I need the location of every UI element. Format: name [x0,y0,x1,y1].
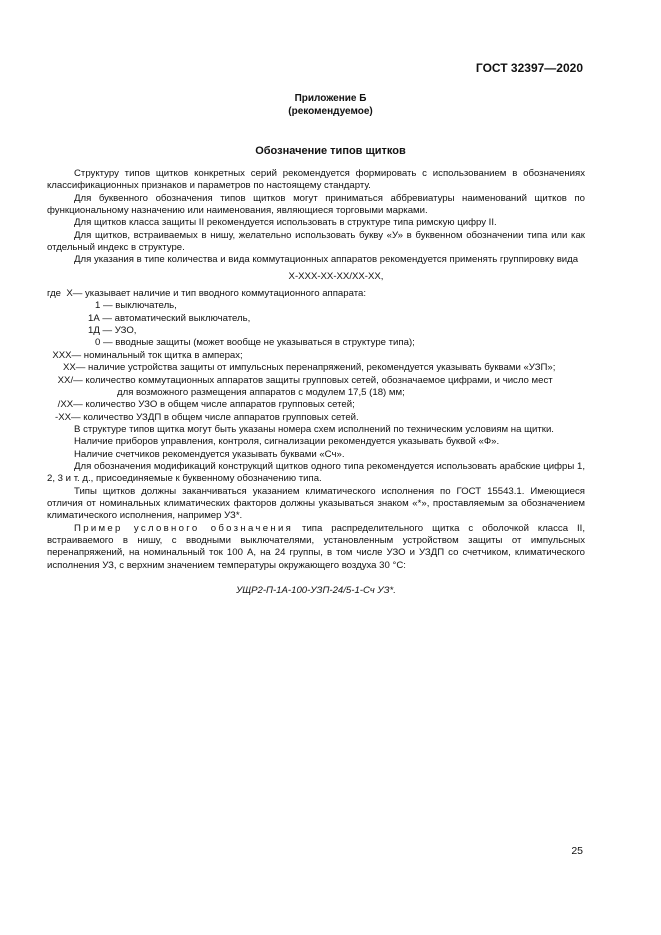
example-description: типа распределительного щитка с оболочкой класса II, встраиваемого в нишу, с вводными выключателями, установленным устройством защиты от импульсных перенапряжений, на номинальный ток 100 А, на 24 группы, в том числе УЗО и УЗДП со счетчиком, климатического исполнения УЗ, с верхним значением температуры окружающего воздуха 30 °С: [47,522,585,571]
example-paragraph [47,523,585,572]
legend-text: — номинальный ток щитка в амперах; [71,349,243,361]
paragraph: Для указания в типе количества и вида коммутационных аппаратов рекомендуется применять группировку вида [74,254,579,266]
legend-symbol: ХХХ [47,349,72,361]
paragraph: В структуре типов щитка могут быть указаны номера схем исполнений по техническим условиям на щитки. [74,423,554,435]
legend-text: — количество УЗО в общем числе аппаратов групповых сетей; [73,399,355,411]
legend-text: — количество УЗДП в общем числе аппаратов групповых сетей. [71,411,359,423]
paragraph: Для щитков, встраиваемых в нишу, желательно использовать букву «У» в буквенном обозначении типа или как отдельный индекс в структуре. [47,229,585,254]
legend-row [47,362,585,374]
legend-symbol: ХХ [47,362,76,374]
legend-row [47,412,585,424]
paragraph: Типы щитков должны заканчиваться указанием климатического исполнения по ГОСТ 15543.1. Имеющиеся отличия от номинальных климатических факторов должны указываться знаком «*», проставляемым за обозначением климатического исполнения, например УЗ*. [47,485,585,522]
document-body [47,168,585,597]
legend-subitem: 1 — выключатель, [95,300,177,312]
paragraph: Для щитков класса защиты II рекомендуется использовать в структуре типа римскую цифру II. [74,217,497,229]
example-lead: Пример условного обозначения [74,522,294,534]
legend-text: — наличие устройства защиты от импульсных перенапряжений, рекомендуется указывать буквами «УЗП»; [75,362,556,374]
legend-text: — количество коммутационных аппаратов защиты групповых сетей, обозначаемое цифрами, и число мест [73,374,553,386]
legend-row [47,399,585,411]
legend-symbol: ХХ/ [47,374,74,386]
paragraph: Для буквенного обозначения типов щитков могут приниматься аббревиатуры наименований щитков по функциональному назначению или наименования, являющиеся торговыми марками. [47,192,585,217]
legend-text: — указывает наличие и тип вводного коммутационного аппарата: [72,288,367,300]
section-title: Обозначение типов щитков [255,145,406,157]
legend-subitem: 0 — вводные защиты (может вообще не указываться в структуре типа); [95,337,415,349]
paragraph: Для обозначения модификаций конструкций щитков одного типа рекомендуется использовать арабские цифры 1, 2, 3 и т. д., присоединяемые к буквенному обозначению типа. [47,460,585,485]
paragraph: Наличие счетчиков рекомендуется указывать буквами «Сч». [74,448,345,460]
legend-row [47,288,585,300]
example-designation: УЩР2-П-1А-100-УЗП-24/5-1-Сч УЗ*. [236,585,396,596]
appendix-subtitle: (рекомендуемое) [288,106,373,117]
page-number: 25 [571,845,583,857]
legend-symbol: /ХХ [47,399,74,411]
type-structure-formula: Х-ХХХ-ХХ-ХХ/ХХ-ХХ, [288,270,384,282]
paragraph: Наличие приборов управления, контроля, сигнализации рекомендуется указывать буквой «Ф». [74,436,500,448]
appendix-heading [0,92,661,118]
legend-row [47,350,585,362]
legend-continuation: для возможного размещения аппаратов с модулем 17,5 (18) мм; [117,386,405,398]
legend-symbol: -ХХ [47,411,71,423]
legend-row [47,375,585,387]
paragraph: Структуру типов щитков конкретных серий рекомендуется формировать с использованием в обозначениях классификационных признаков и параметров по настоящему стандарту. [47,168,585,192]
appendix-title: Приложение Б [294,93,367,104]
legend-subitem: 1Д — УЗО, [88,325,137,337]
standard-number: ГОСТ 32397—2020 [475,61,583,75]
legend-subitem: 1А — автоматический выключатель, [88,312,251,324]
legend-symbol: где Х [47,288,73,300]
